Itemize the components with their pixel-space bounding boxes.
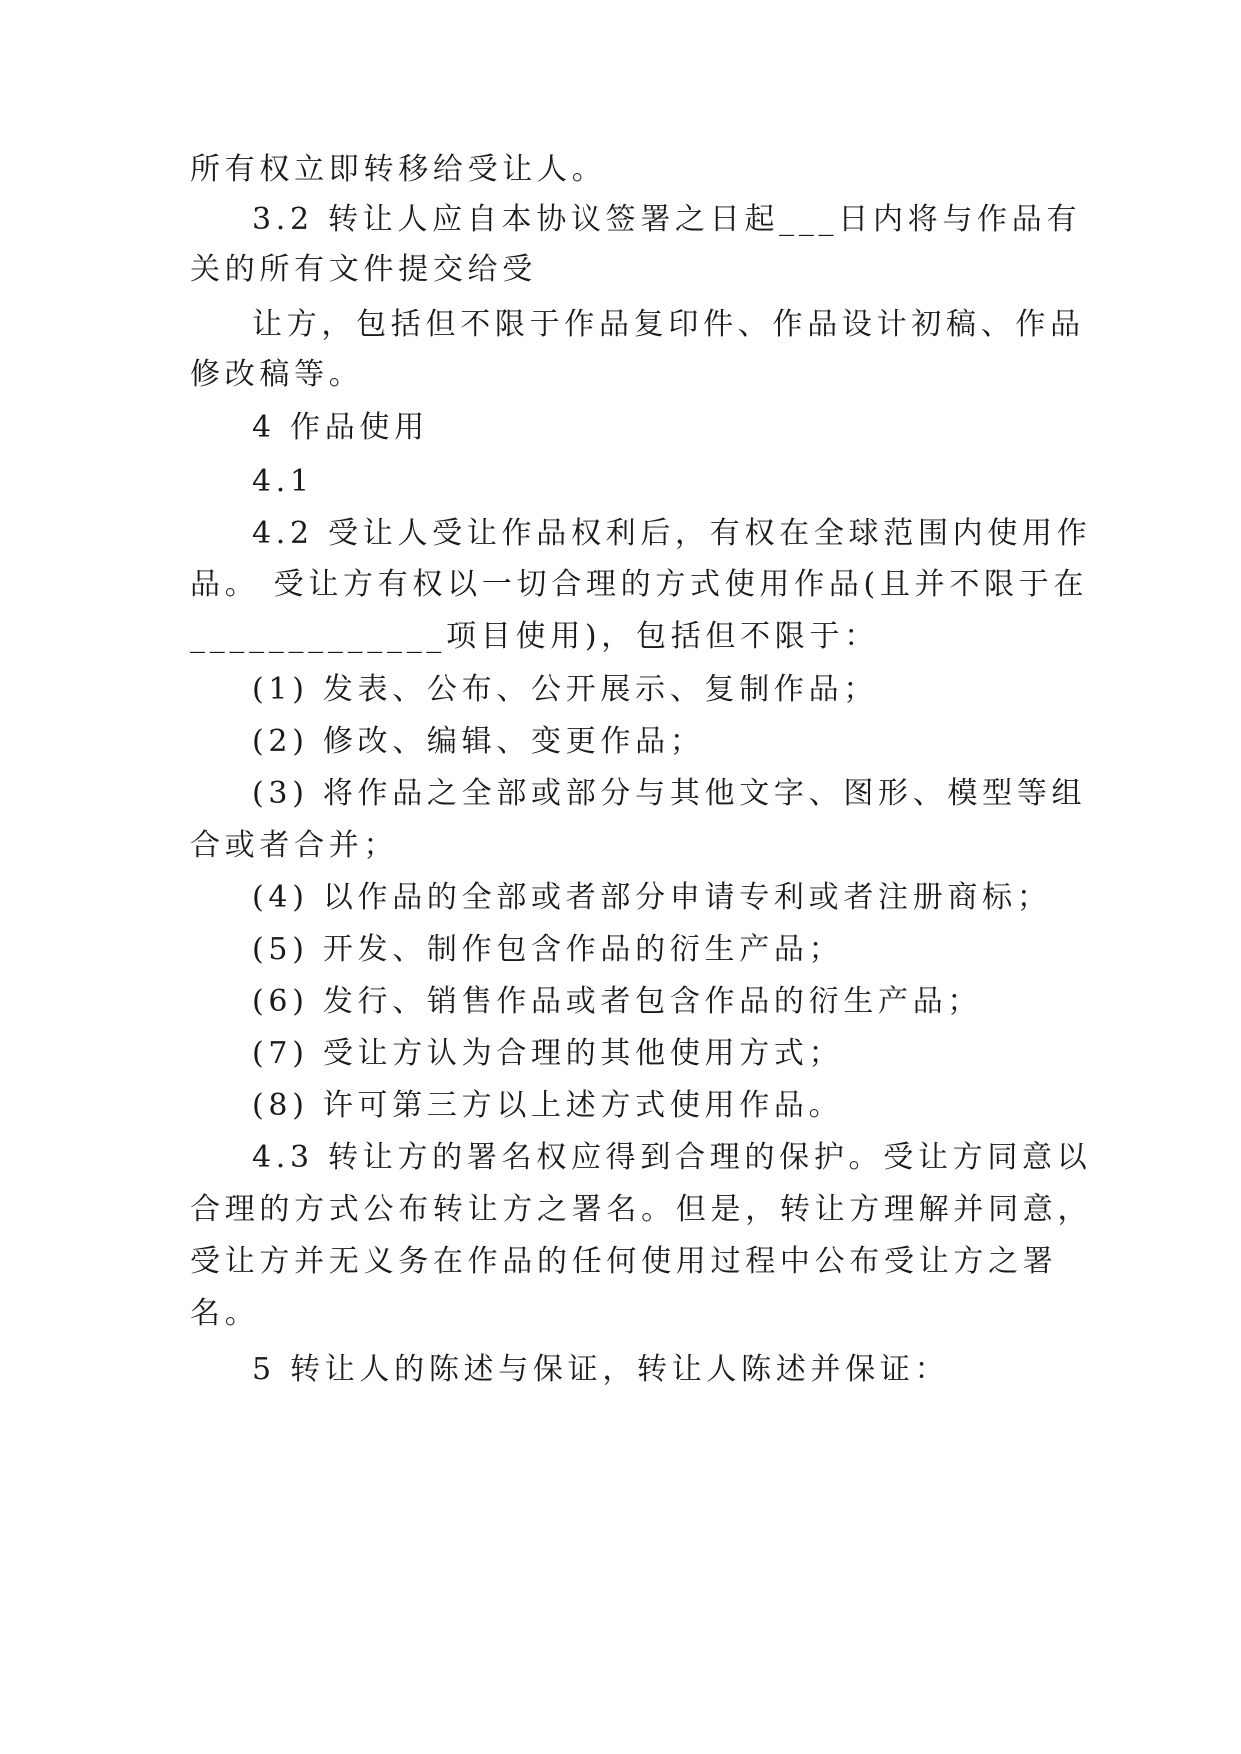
section-4-heading: 4 作品使用 xyxy=(252,410,429,445)
list-item-2: (2) 修改、编辑、变更作品； xyxy=(252,724,705,759)
list-item-6: (6) 发行、销售作品或者包含作品的衍生产品； xyxy=(252,984,983,1019)
text-line: 品。 受让方有权以一切合理的方式使用作品(且并不限于在 xyxy=(190,567,1089,602)
list-item-7: (7) 受让方认为合理的其他使用方式； xyxy=(252,1036,844,1071)
clause-4-3: 4.3 转让方的署名权应得到合理的保护。受让方同意以 xyxy=(252,1140,1092,1175)
list-item-4: (4) 以作品的全部或者部分申请专利或者注册商标； xyxy=(252,880,1052,915)
text-line: 名。 xyxy=(190,1296,260,1331)
list-item-3: (3) 将作品之全部或部分与其他文字、图形、模型等组 xyxy=(252,776,1087,811)
list-item-1: (1) 发表、公布、公开展示、复制作品； xyxy=(252,672,879,707)
section-5-heading: 5 转让人的陈述与保证，转让人陈述并保证： xyxy=(252,1352,950,1387)
clause-4-1: 4.1 xyxy=(252,464,314,499)
text-line: 受让方并无义务在作品的任何使用过程中公布受让方之署 xyxy=(190,1244,1058,1279)
clause-4-2: 4.2 受让人受让作品权利后，有权在全球范围内使用作 xyxy=(252,516,1092,551)
text-line: _____________项目使用)，包括但不限于： xyxy=(190,619,879,654)
text-line: 修改稿等。 xyxy=(190,357,364,392)
list-item-5: (5) 开发、制作包含作品的衍生产品； xyxy=(252,932,844,967)
text-line: 关的所有文件提交给受 xyxy=(190,252,537,287)
list-item-8: (8) 许可第三方以上述方式使用作品。 xyxy=(252,1088,844,1123)
text-line: 合理的方式公布转让方之署名。但是，转让方理解并同意， xyxy=(190,1192,1093,1227)
clause-3-2: 3.2 转让人应自本协议签署之日起___日内将与作品有 xyxy=(252,202,1082,237)
text-line: 所有权立即转移给受让人。 xyxy=(190,152,607,187)
text-line: 合或者合并； xyxy=(190,828,399,863)
text-line: 让方，包括但不限于作品复印件、作品设计初稿、作品 xyxy=(252,307,1085,342)
